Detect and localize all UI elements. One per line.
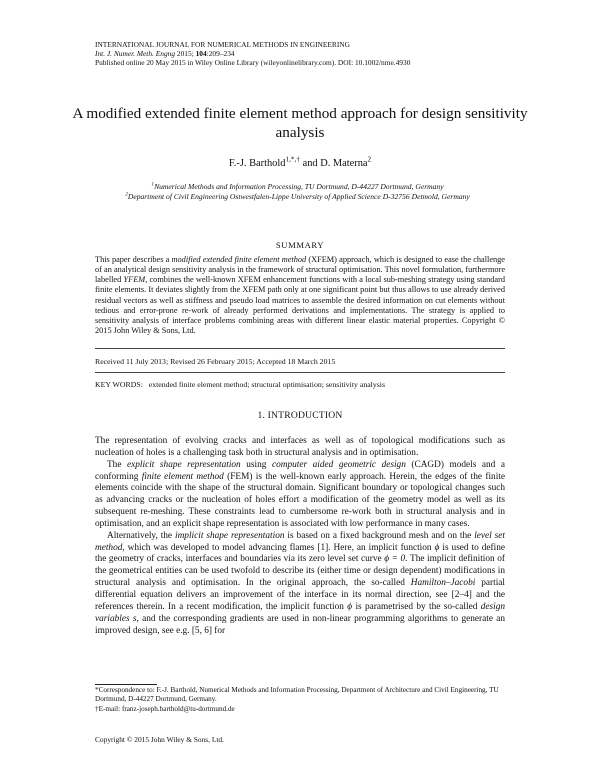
author-line <box>95 157 505 170</box>
keywords-text: extended finite element method; structural optimisation; sensitivity analysis <box>148 380 385 389</box>
intro-paragraph-2 <box>95 460 505 531</box>
p3-text-d: is used to define the geometry of cracks, interfaces and boundaries via its zero level set curve <box>95 542 506 565</box>
p2-text-d: (FEM) is the well-known early approach. Herein, the edges of the finite elements coincide with the shape of the structural domain. Significant boundary or topological changes such as advancing cracks or the nucleation of holes effort a modification of the geometry model as well as its subsequent re-meshing. These constraints lead to cumbersome re-work both in structural analysis and in optimisation, and an explicit shape representation is associated with low performance in many cases. <box>95 471 505 529</box>
author-2-marks: 2 <box>367 155 372 164</box>
journal-name: INTERNATIONAL JOURNAL FOR NUMERICAL METHODS IN ENGINEERING <box>95 40 350 49</box>
intro-paragraph-3 <box>95 531 505 638</box>
abstract-divider <box>95 348 505 349</box>
section-heading-introduction: 1. INTRODUCTION <box>257 410 343 421</box>
summary-heading: SUMMARY <box>275 240 325 250</box>
keywords-label: KEY WORDS: <box>95 380 143 389</box>
p2-em-c: finite element method <box>141 471 224 482</box>
citation-pages: :209–234 <box>206 49 235 58</box>
dates-divider <box>95 372 505 373</box>
author-1: F.-J. Barthold <box>228 158 286 169</box>
footnote-email: †E-mail: franz-joseph.barthold@tu-dortmund.de <box>95 704 235 713</box>
citation-volume: 104 <box>195 49 207 58</box>
citation-year: 2015; <box>175 49 196 58</box>
author-1-marks: 1,*,† <box>285 155 300 164</box>
affiliation-2 <box>60 192 535 202</box>
p2-text-b: using <box>240 459 272 470</box>
p3-text-g: is parametrised by the so-called <box>352 601 481 612</box>
footnote-correspondence: *Correspondence to: F.-J. Barthold, Numerical Methods and Information Processing, Department of Architecture and Civil Engineering, TU Dortmund, D-44227 Dortmund, Germany. <box>95 686 499 704</box>
abstract-text <box>95 255 505 336</box>
author-2: D. Materna <box>320 158 368 169</box>
citation-journal-abbrev: Int. J. Numer. Meth. Engng <box>95 49 176 58</box>
affiliation-2-mark: 2 <box>125 191 128 198</box>
affiliation-1 <box>60 182 535 192</box>
abstract-part-2: (XFEM) approach, which is designed to ease the challenge of an analytical design sensitivity analysis in the framework of structural optimisation. This novel formulation, furthermore labelled <box>95 255 505 285</box>
p3-em-a: implicit shape representation <box>175 530 285 541</box>
introduction-body <box>95 436 505 637</box>
intro-paragraph-1: The representation of evolving cracks and interfaces as well as of topological modifications such as nucleation of holes is a challenging task both in structural analysis and in optimisation. <box>95 436 505 458</box>
abstract-part-3: , combines the well-known XFEM enhancement functions with a local sub-meshing strategy using standard finite elements. It deviates slightly from the XFEM path only at one significant point but thus allows to use already derived residual vectors as well as stiffness and pseudo load matrices to assemble the desired information on cut elements without tedious and error-prone re-work of already performed derivations and implementations. The strategy is applied to sensitivity analysis of interface problems combining areas with different linear elastic material properties. Copyright © 2015 John Wiley & Sons, Ltd. <box>95 275 505 336</box>
p2-em-a: explicit shape representation <box>127 459 241 470</box>
p3-text-a: Alternatively, the <box>107 530 175 541</box>
author-joiner: and <box>299 158 321 169</box>
p3-text-f: partial differential equation delivers an improvement of the interface in its normal direction, see [2–4] and the references therein. In a recent modification, the implicit function <box>95 578 505 612</box>
p3-em-b: level set method <box>95 530 506 553</box>
p3-text-b: is based on a fixed background mesh and on the <box>284 530 475 541</box>
p3-text-e: . The implicit definition of the geometrical entities can be used twofold to describe its (either time or design dependent) modifications in structural analysis and optimisation. In the original approach, the so-called <box>95 554 506 589</box>
p2-text-c: (CAGD) models and a conforming <box>95 459 506 482</box>
abstract-part-1: This paper describes a <box>95 255 172 264</box>
received-dates: Received 11 July 2013; Revised 26 February 2015; Accepted 18 March 2015 <box>95 357 336 366</box>
abstract-emphasis-1: modified extended finite element method <box>171 255 307 264</box>
p3-text-c: , which was developed to model advancing flames [1]. Here, an implicit function <box>122 542 435 553</box>
affiliation-2-text: Department of Civil Engineering Ostwestfalen-Lippe University of Applied Science D-32756 Detmold, Germany <box>127 192 470 201</box>
p3-em-c: Hamilton–Jacobi <box>410 578 476 589</box>
p3-phi-2: ϕ <box>347 601 353 612</box>
p3-equation: ϕ = 0 <box>384 554 406 565</box>
copyright-footer: Copyright © 2015 John Wiley & Sons, Ltd. <box>95 735 224 744</box>
footnotes <box>95 686 505 714</box>
p2-text-a: The <box>107 459 128 470</box>
abstract-emphasis-2: YFEM <box>123 275 146 285</box>
affiliation-1-text: Numerical Methods and Information Processing, TU Dortmund, D-44227 Dortmund, Germany <box>154 182 444 191</box>
publication-line: Published online 20 May 2015 in Wiley Online Library (wileyonlinelibrary.com). DOI: 10.1002/nme.4930 <box>95 58 411 67</box>
p3-phi-1: ϕ <box>434 542 440 553</box>
p3-text-h: , and the corresponding gradients are used in non-linear programming algorithms to generate an improved design, see e.g. [5, 6] for <box>95 613 505 636</box>
paper-title: A modified extended finite element method approach for design sensitivity analysis <box>72 105 528 141</box>
affiliation-1-mark: 1 <box>151 181 155 188</box>
p3-em-d: design variables s <box>95 601 505 624</box>
footnote-divider <box>95 684 157 685</box>
p2-em-b: computer aided geometric design <box>271 459 406 470</box>
keywords-line <box>95 380 385 390</box>
citation-line <box>95 49 235 58</box>
